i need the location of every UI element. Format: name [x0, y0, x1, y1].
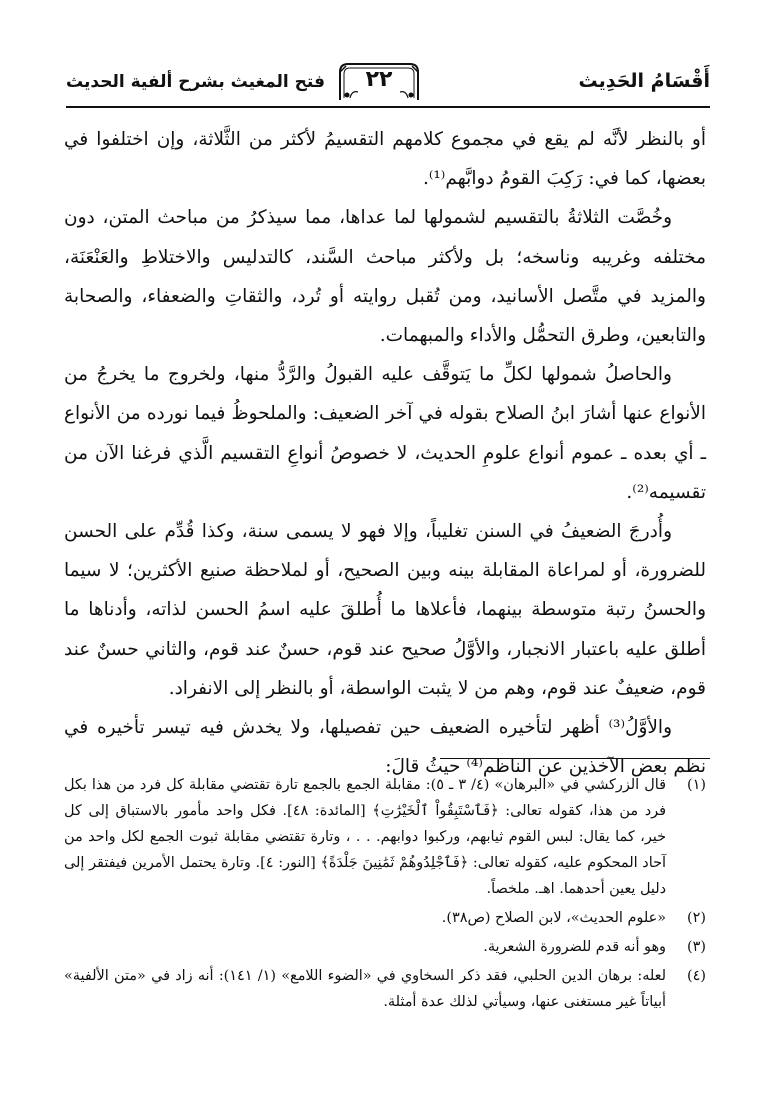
paragraph: وخُصَّت الثلاثةُ بالتقسيم لشمولها لما عداها، مما سيذكرُ من مباحث المتن، دون مختلفه وغريبه وناسخه؛ بل ولأكثر مباحث السَّند، كالتدليس والاختلاطِ والعَنْعَنَة، والمزيد في متَّصل الأسانيد، ومن تُقبل روايته أو تُرد، والثقاتِ والضعفاء، والصحابة والتابعين، وطرق التحمُّل والأداء والمبهمات. [64, 207, 706, 347]
footnote-number: (١) [687, 777, 706, 793]
footnote-text: وهو أنه قدم للضرورة الشعرية. [483, 939, 666, 955]
footnote [64, 963, 706, 1015]
footnote-separator [440, 758, 710, 759]
footnote [64, 934, 706, 960]
main-text [64, 120, 706, 786]
book-title: فتح المغيث بشرح ألفية الحديث [66, 72, 326, 92]
footnote-text: قال الزركشي في «البرهان» (٤/ ٣ ـ ٥): مقابلة الجمع بالجمع تارة تقتضي مقابلة كل فرد من هذا بكل فرد من هذا، كقوله تعالى: ﴿فَٱسْتَبِقُواْ ٱلْخَيْرَٰتِ﴾ [المائدة: ٤٨]. فكل واحد مأمور بالاستباق إلى كل خير، كما يقال: لبس القوم ثيابهم، وركبوا دوابهم. . . ، وتارة تقتضي مقابلة ثبوت الجمع لكل واحد من آحاد المحكوم عليه، كقوله تعالى: ﴿فَٱجْلِدُوهُمْ ثَمَٰنِينَ جَلْدَةً﴾ [النور: ٤]. وتارة يحتمل الأمرين فيفتقر إلى دليل يعين أحدهما. اهـ. ملخصاً. [64, 777, 666, 897]
running-header [66, 62, 710, 108]
footnote [64, 772, 706, 902]
paragraph: والحاصلُ شمولها لكلِّ ما يَتوقَّف عليه القبولُ والرَّدُّ منها، ولخروج ما يخرجُ من الأنواع عنها أشارَ ابنُ الصلاح بقوله في آخر الضعيف: والملحوظُ فيما نورده من الأنواع ـ أي بعده ـ عموم أنواع علومِ الحديث، لا خصوصُ أنواعِ التقسيم الَّذي فرغنا الآن من تقسيمه⁽²⁾. [64, 364, 706, 503]
paragraph: والأوَّلُ⁽³⁾ أظهر لتأخيره الضعيف حين تفصيلها، ولا يخدش فيه تيسر تأخيره في نظم بعض الآخذين عن الناظم⁽⁴⁾ حيثُ قالَ: [64, 717, 706, 778]
footnotes [64, 772, 706, 1018]
footnote [64, 905, 706, 931]
footnote-text: «علوم الحديث»، لابن الصلاح (ص٣٨). [441, 910, 666, 926]
footnote-number: (٤) [687, 968, 706, 984]
paragraph: أو بالنظر لأنَّه لم يقع في مجموع كلامهم التقسيمُ لأكثر من الثَّلاثة، وإن اختلفوا في بعضها، كما في: رَكِبَ القومُ دوابَّهم⁽¹⁾. [64, 129, 706, 190]
footnote-number: (٢) [687, 910, 706, 926]
page-number: ٢٢ [365, 67, 393, 92]
footnote-text: لعله: برهان الدين الحلبي، فقد ذكر السخاوي في «الضوء اللامع» (١/ ١٤١): أنه زاد في «متن الألفية» أبياتاً غير مستغنى عنها، وسيأتي لذلك عدة أمثلة. [64, 968, 666, 1010]
footnote-number: (٣) [687, 939, 706, 955]
paragraph: وأُدرجَ الضعيفُ في السنن تغليباً، وإلا فهو لا يسمى سنة، وكذا قُدِّم على الحسن للضرورة، أو لمراعاة المقابلة بينه وبين الصحيح، أو لملاحظة صنيع الأكثرين؛ لا سيما والحسنُ رتبة متوسطة بينهما، فأعلاها ما أُطلقَ عليه اسمُ الحسن لذاته، وأدناها ما أطلق عليه باعتبار الانجبار، والأوَّلُ صحيح عند قوم، حسنٌ عند قوم، والثاني حسنٌ عند قوم، ضعيفٌ عند قوم، وهم من لا يثبت الواسطة، أو بالنظر إلى الانفراد. [64, 521, 706, 699]
chapter-title: أَقْسَامُ الحَدِيث [578, 70, 710, 92]
page-number-ornament [338, 62, 420, 102]
